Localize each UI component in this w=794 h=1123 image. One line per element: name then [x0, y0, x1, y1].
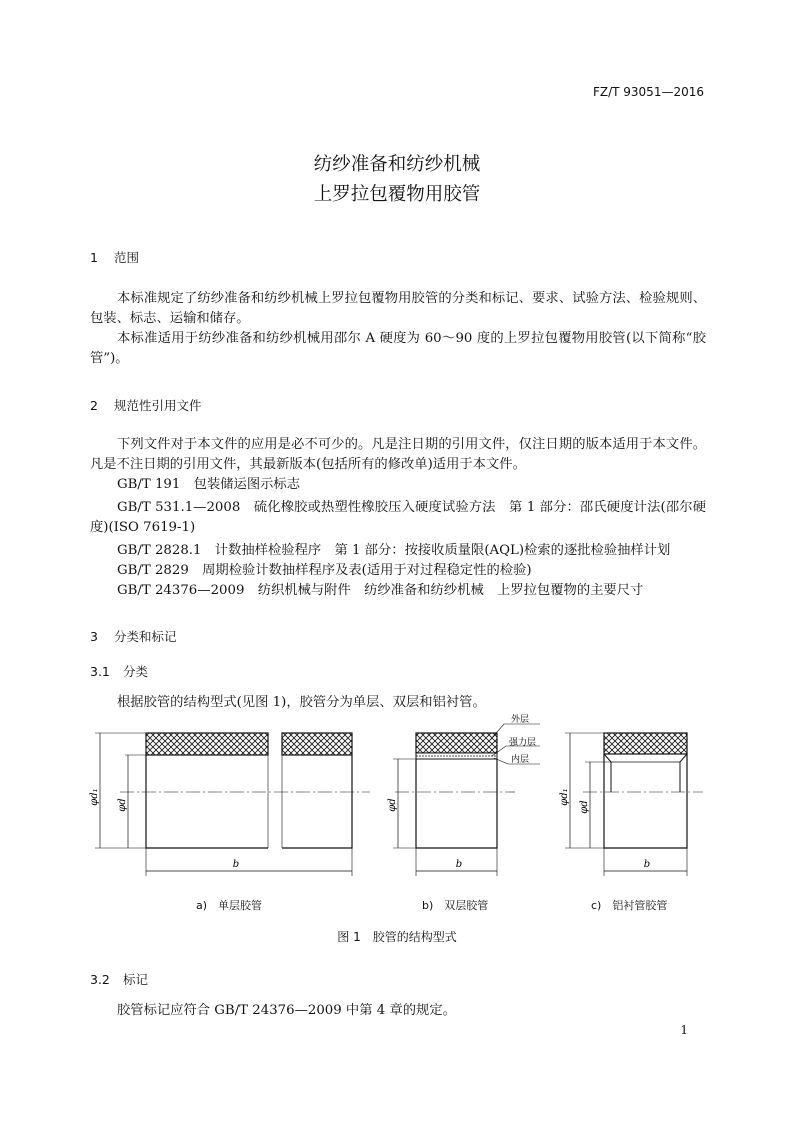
reference-item: GB/T 2829 周期检验计数抽样程序及表(适用于对过程稳定性的检验)	[117, 563, 532, 578]
paragraph: 本标准适用于纺纱准备和纺纱机械用邵尔 A 硬度为 60～90 度的上罗拉包覆物用胶管(以下简称“胶管”)。	[90, 331, 706, 366]
reference-item: GB/T 191 包装储运图示标志	[117, 477, 301, 492]
page-number: 1	[680, 1023, 688, 1037]
paragraph: 下列文件对于本文件的应用是必不可少的。凡是注日期的引用文件，仅注日期的版本适用于本文件。凡是不注日期的引用文件，其最新版本(包括所有的修改单)适用于本文件。	[90, 437, 706, 472]
dim-label-d1: φd₁	[89, 788, 100, 806]
classification-text: 根据胶管的结构型式(见图 1)，胶管分为单层、双层和铝衬管。	[117, 695, 486, 710]
section-title: 分类和标记	[114, 629, 177, 644]
title-line-2: 上罗拉包覆物用胶管	[313, 184, 481, 205]
section-3-2-heading	[90, 970, 148, 988]
section-number: 3.2	[90, 972, 110, 987]
dim-label-b: b	[232, 859, 240, 870]
paragraph: 本标准规定了纺纱准备和纺纱机械上罗拉包覆物用胶管的分类和标记、要求、试验方法、检验规则、包装、标志、运输和储存。	[90, 291, 706, 326]
reference-item: GB/T 24376—2009 纺织机械与附件 纺纱准备和纺纱机械 上罗拉包覆物的主要尺寸	[117, 583, 644, 598]
section-number: 3.1	[90, 664, 110, 679]
dim-label-d: φd	[579, 800, 590, 814]
label-inner-layer: 内层	[511, 755, 530, 765]
section-title: 范围	[114, 250, 140, 265]
title-line-1: 纺纱准备和纺纱机械	[313, 154, 481, 175]
reference-item: GB/T 2828.1 计数抽样检验程序 第 1 部分：按接收质量限(AQL)检索的逐批检验抽样计划	[117, 543, 671, 558]
figure-c-caption: c) 铝衬管胶管	[591, 899, 668, 912]
figure-a-single-layer-tube	[89, 733, 370, 876]
section-title: 分类	[123, 664, 149, 679]
section-number: 3	[90, 629, 98, 644]
marking-text: 胶管标记应符合 GB/T 24376—2009 中第 4 章的规定。	[117, 1003, 456, 1018]
figure-c-aluminum-lined-tube	[559, 733, 703, 876]
dim-label-d: φd	[387, 798, 398, 812]
section-number: 1	[90, 250, 98, 265]
figure-b-caption: b) 双层胶管	[422, 899, 489, 912]
dim-label-b: b	[455, 859, 463, 870]
dim-label-b: b	[643, 859, 651, 870]
standard-code: FZ/T 93051—2016	[592, 85, 704, 99]
section-title: 规范性引用文件	[114, 398, 202, 413]
figure-b-double-layer-tube	[387, 713, 540, 876]
dim-label-d1: φd₁	[559, 788, 570, 806]
section-title: 标记	[123, 972, 149, 987]
label-outer-layer: 外层	[511, 715, 530, 725]
section-number: 2	[90, 398, 98, 413]
dim-label-d: φd	[117, 798, 128, 812]
reference-text: GB/T 531.1—2008 硫化橡胶或热塑性橡胶压入硬度试验方法 第 1 部分：邵氏硬度计法(邵尔硬度)(ISO 7619-1)	[90, 500, 706, 535]
figure-a-caption: a) 单层胶管	[196, 899, 263, 912]
label-strength-layer: 强力层	[509, 738, 537, 748]
figure-1-caption: 图 1 胶管的结构型式	[337, 930, 457, 944]
